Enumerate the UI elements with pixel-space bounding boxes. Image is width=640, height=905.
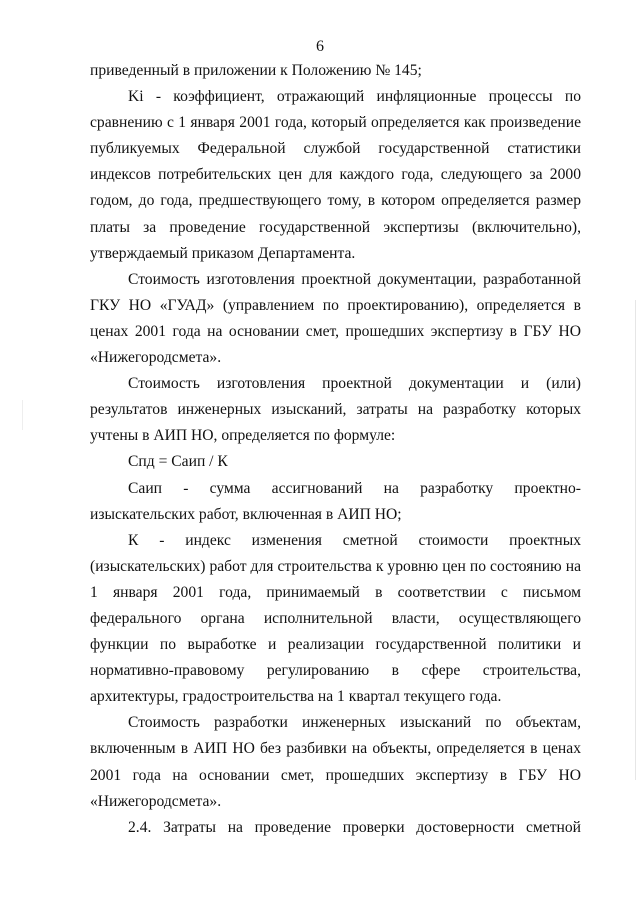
section-2-4-heading: 2.4. Затраты на проведение проверки достоверности сметной (128, 818, 581, 836)
page-number: 6 (316, 38, 324, 55)
paragraph-saip-definition: Саип - сумма ассигнований на разработку проектно-изыскательских работ, включенная в АИП НО; (90, 479, 581, 523)
paragraph-guad-cost: Стоимость изготовления проектной документации, разработанной ГКУ НО «ГУАД» (управлением по проектированию), определяется в ценах 2001 года на основании смет, прошедших экспертизу в ГБУ НО «Нижегородсмета». (90, 270, 581, 367)
paragraph-ki-definition: Ki - коэффициент, отражающий инфляционные процессы по сравнению с 1 января 2001 года, который определяется как произведение публикуемых Федеральной службой государственной статистики индексов потребительских цен для каждого года, следующего за 2000 годом, до года, предшествующего тому, в котором определяется размер платы за проведение государственной экспертизы (включительно), утверждаемый приказом Департамента. (90, 88, 581, 262)
document-body (90, 58, 581, 841)
paragraph-aip-cost: Стоимость изготовления проектной документации и (или) результатов инженерных изысканий, затраты на разработку которых учтены в АИП НО, определяется по формуле: (90, 375, 581, 445)
scan-margin-mark (22, 400, 23, 430)
paragraph-surveys-cost: Стоимость разработки инженерных изысканий по объектам, включенным в АИП НО без разбивки на объекты, определяется в ценах 2001 года на основании смет, прошедших экспертизу в ГБУ НО «Нижегородсмета». (90, 714, 581, 810)
formula: Спд = Саип / К (128, 453, 228, 471)
scan-edge-line (635, 300, 636, 780)
paragraph-continuation: приведенный в приложении к Положению № 145; (90, 62, 422, 79)
paragraph-k-definition: К - индекс изменения сметной стоимости проектных (изыскательских) работ для строительства к уровню цен по состоянию на 1 января 2001 года, принимаемый в соответствии с письмом федерального органа исполнительной власти, осуществляющего функции по выработке и реализации государственной политики и нормативно-правовому регулированию в сфере строительства, архитектуры, градостроительства на 1 квартал текущего года. (90, 531, 581, 706)
